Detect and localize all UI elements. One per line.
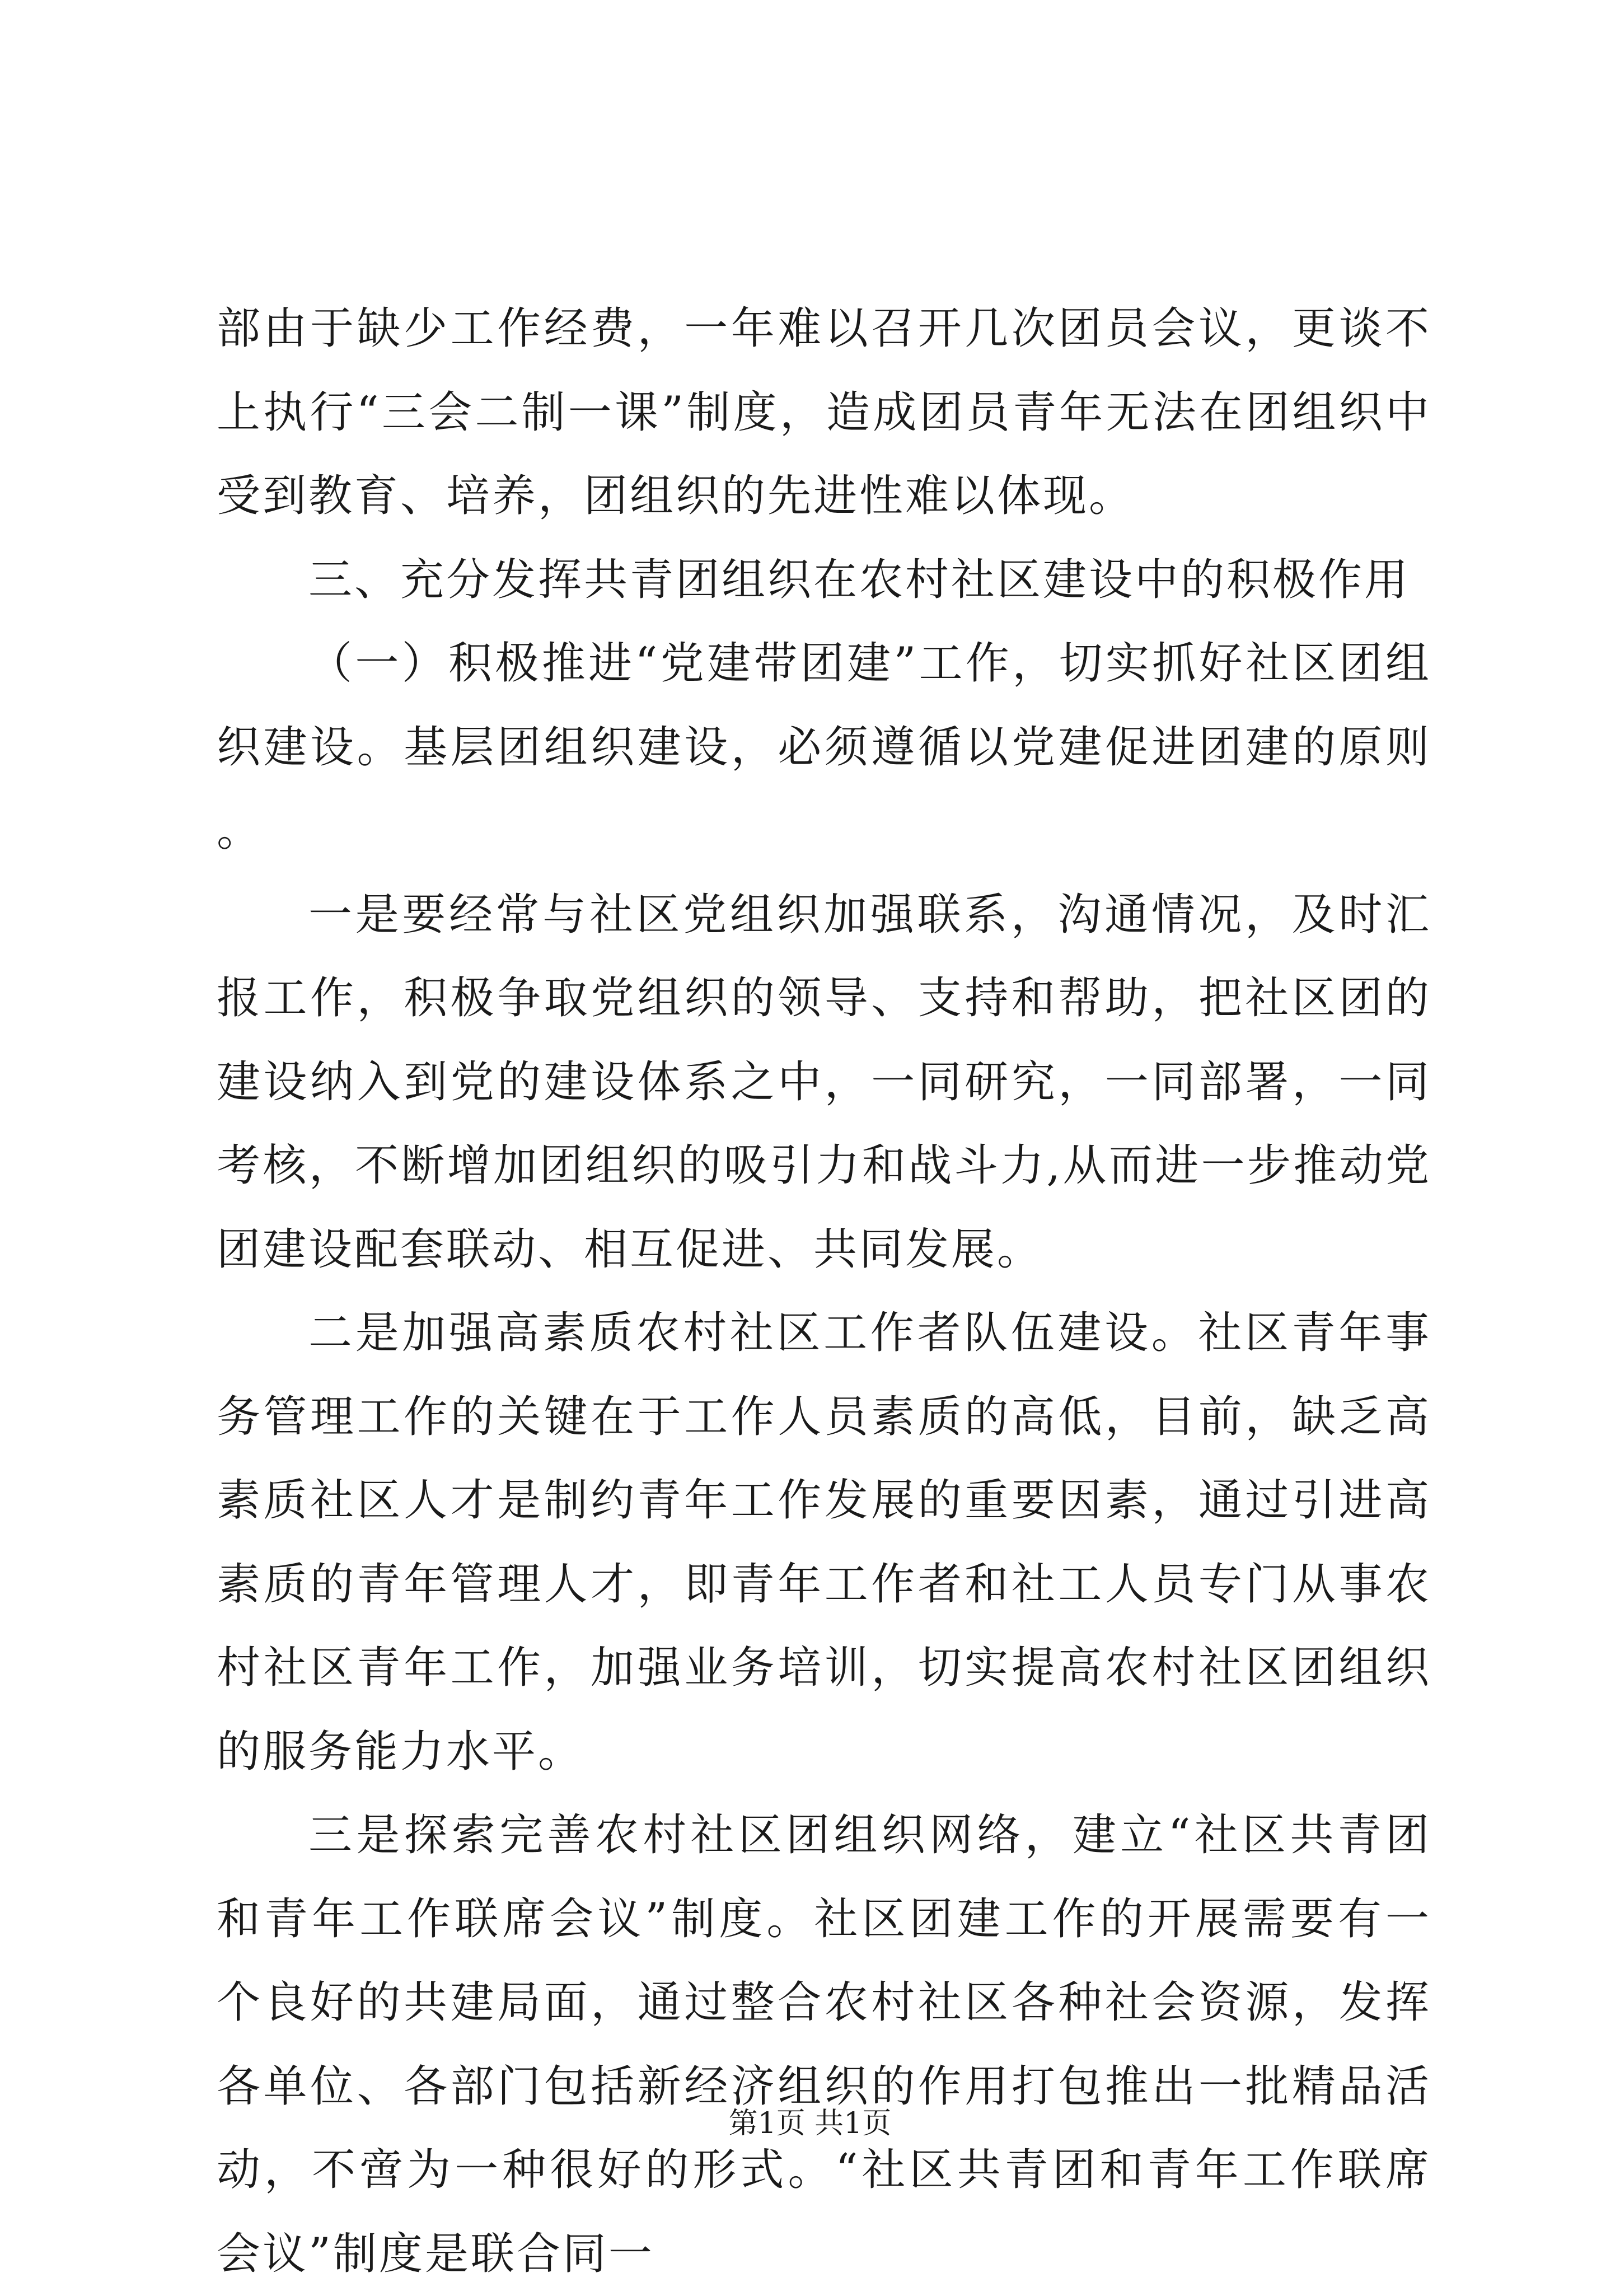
paragraph-point-one: 一是要经常与社区党组织加强联系，沟通情况，及时汇报工作，积极争取党组织的领导、支持和帮助，把社区团的建设纳入到党的建设体系之中，一同研究，一同部署，一同考核，不断增加团组织的吸引力和战斗力,从而进一步推动党团建设配套联动、相互促进、共同发展。 (217, 889, 1431, 1275)
paragraph-point-two: 二是加强高素质农村社区工作者队伍建设。社区青年事务管理工作的关键在于工作人员素质的高低，目前，缺乏高素质社区人才是制约青年工作发展的重要因素，通过引进高素质的青年管理人才，即青年工作者和社工人员专门从事农村社区青年工作，加强业务培训，切实提高农村社区团组织的服务能力水平。 (217, 1308, 1431, 1777)
subsection-heading: （一）积极推进“党建带团建”工作，切实抓好社区团组织建设。基层团组织建设，必须遵循以党建促进团建的原则。 (217, 638, 1431, 856)
document-body (217, 287, 1431, 2296)
paragraph-point-three: 三是探索完善农村社区团组织网络，建立“社区共青团和青年工作联席会议”制度。社区团建工作的开展需要有一个良好的共建局面，通过整合农村社区各种社会资源，发挥各单位、各部门包括新经济组织的作用打包推出一批精品活动，不啻为一种很好的形式。“社区共青团和青年工作联席会议”制度是联合同一 (217, 1810, 1431, 2279)
page-footer: 第1页 共1页 (728, 2107, 892, 2140)
paragraph-continuation: 部由于缺少工作经费，一年难以召开几次团员会议，更谈不上执行“三会二制一课”制度，造成团员青年无法在团组织中受到教育、培养，团组织的先进性难以体现。 (217, 303, 1431, 521)
section-heading: 三、充分发挥共青团组织在农村社区建设中的积极作用 (308, 554, 1411, 605)
